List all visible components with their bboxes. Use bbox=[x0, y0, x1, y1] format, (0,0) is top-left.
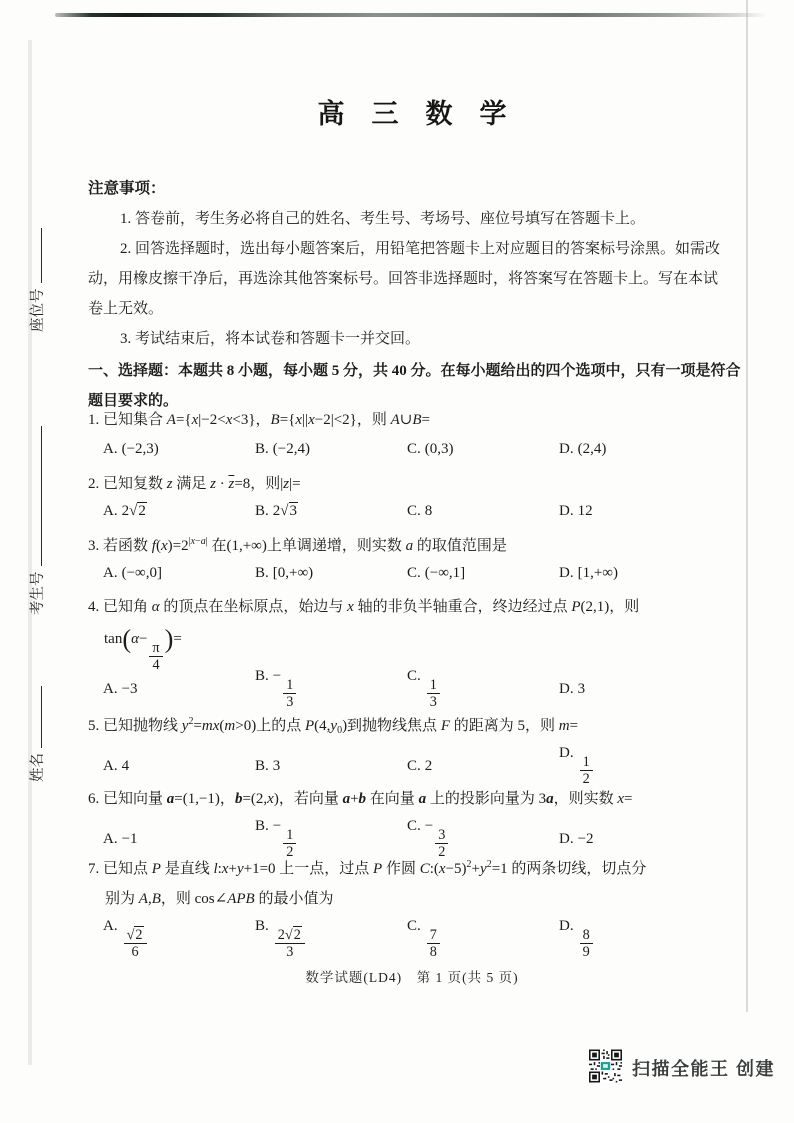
question-7-options bbox=[88, 918, 748, 960]
option-label: C. bbox=[407, 818, 421, 834]
option-label: C. bbox=[407, 668, 421, 684]
option-label: B. bbox=[255, 918, 269, 934]
option-label: A. bbox=[103, 757, 118, 774]
name-underline bbox=[39, 686, 42, 748]
option-value: 3 bbox=[272, 757, 281, 774]
notice-line: 1. 答卷前，考生务必将自己的姓名、考生号、考场号、座位号填写在答题卡上。 bbox=[120, 211, 646, 227]
option-label: B. bbox=[255, 441, 269, 457]
option-label: A. bbox=[103, 680, 118, 697]
option-item bbox=[407, 668, 559, 710]
question-4-formula: tan(α− $\frac{\pi}{4}$ )= bbox=[104, 624, 182, 673]
option-value: 12 bbox=[577, 503, 593, 519]
option-value: 2 bbox=[424, 757, 433, 774]
candidate-number-field bbox=[28, 427, 48, 616]
option-item bbox=[559, 503, 748, 520]
option-label: B. bbox=[255, 757, 269, 774]
seat-number-field bbox=[28, 229, 48, 333]
option-value: 2√3 bbox=[272, 503, 297, 519]
option-item bbox=[103, 831, 255, 848]
option-item bbox=[559, 831, 748, 848]
seat-number-label: 座位号 bbox=[30, 288, 46, 332]
question-1-options bbox=[88, 441, 748, 458]
option-item bbox=[255, 818, 407, 860]
option-item bbox=[255, 668, 407, 710]
option-value: 4 bbox=[121, 757, 130, 774]
option-value: −2 bbox=[577, 830, 594, 847]
option-label: D. bbox=[559, 680, 574, 697]
camscanner-watermark-text: 扫描全能王 创建 bbox=[632, 1059, 776, 1079]
option-value: (−2,3) bbox=[121, 441, 159, 457]
question-6-stem: 6. 已知向量 a=(1,−1)，b=(2,x)，若向量 a+b 在向量 a 上的投影向量为 3a，则实数 x= bbox=[88, 791, 633, 807]
option-value: 2√2 bbox=[121, 503, 146, 519]
option-value: − $\frac{3}{2}$ bbox=[425, 818, 451, 834]
question-3-options bbox=[88, 565, 748, 582]
option-item bbox=[103, 918, 255, 960]
option-label: D. bbox=[559, 830, 574, 847]
option-label: B. bbox=[255, 503, 269, 519]
option-label: B. bbox=[255, 668, 269, 684]
option-value: (−2,4) bbox=[272, 441, 310, 457]
option-label: D. bbox=[559, 745, 574, 761]
option-label: C. bbox=[407, 918, 421, 934]
notice-section bbox=[88, 174, 748, 354]
option-value: $\frac{1}{2}$ bbox=[578, 745, 595, 761]
option-label: C. bbox=[407, 441, 421, 457]
option-item bbox=[407, 441, 559, 458]
option-item bbox=[407, 758, 559, 775]
name-label: 姓名 bbox=[30, 753, 46, 782]
option-item bbox=[103, 503, 255, 520]
option-item bbox=[407, 818, 559, 860]
option-value: [1,+∞) bbox=[577, 565, 618, 581]
section-heading bbox=[88, 356, 748, 416]
page-footer: 数学试题(LD4) 第 1 页(共 5 页) bbox=[305, 970, 519, 985]
candidate-number-underline bbox=[39, 427, 42, 567]
question-7-stem: 7. 已知点 P 是直线 l:x+y+1=0 上一点，过点 P 作圆 $C:(x-5)^2+y^2=1$ 的两条切线，切点分 bbox=[88, 859, 647, 877]
option-label: B. bbox=[255, 818, 269, 834]
option-value: −1 bbox=[121, 830, 138, 847]
option-label: C. bbox=[407, 757, 421, 774]
notice-line: 卷上无效。 bbox=[88, 301, 164, 317]
option-value: $\frac{2√2}{3}$ bbox=[273, 918, 307, 934]
option-label: C. bbox=[407, 565, 421, 581]
option-label: A. bbox=[103, 441, 118, 457]
option-value: − $\frac{1}{2}$ bbox=[273, 818, 299, 834]
option-item bbox=[559, 745, 748, 787]
option-item bbox=[559, 681, 748, 698]
question-7-stem-continued: 别为 A,B，则 cos∠APB 的最小值为 bbox=[105, 891, 334, 907]
question-3-stem: 3. 若函数 $f(x)=2^{|x-a|}$ 在(1,+∞)上单调递增，则实数 a 的取值范围是 bbox=[88, 536, 507, 554]
qr-code-icon bbox=[589, 1049, 622, 1083]
seat-number-underline bbox=[39, 229, 42, 284]
option-item bbox=[255, 758, 407, 775]
question-6-options bbox=[88, 818, 748, 860]
page-title: 高 三 数 学 bbox=[317, 99, 507, 129]
option-label: A. bbox=[103, 565, 118, 581]
option-value: $\frac{8}{9}$ bbox=[578, 918, 595, 934]
option-label: D. bbox=[559, 565, 574, 581]
question-5-options bbox=[88, 745, 748, 787]
option-label: B. bbox=[255, 565, 269, 581]
option-item bbox=[407, 565, 559, 582]
question-5-stem: 5. 已知抛物线 $y^2=mx(m>0)$上的点 $P(4,y_0)$到抛物线焦点 F 的距离为 5，则 m= bbox=[88, 716, 579, 736]
question-2-stem: 2. 已知复数 z 满足 $z \cdot \overline{z}=8$，则|z|= bbox=[88, 476, 301, 492]
candidate-number-label: 考生号 bbox=[30, 571, 46, 615]
option-label: D. bbox=[559, 918, 574, 934]
option-item bbox=[103, 758, 255, 775]
camscanner-watermark bbox=[589, 1049, 775, 1083]
option-value: $\frac{1}{3}$ bbox=[425, 668, 442, 684]
option-value: (0,3) bbox=[424, 441, 454, 457]
question-4-options bbox=[88, 668, 748, 710]
option-label: D. bbox=[559, 441, 574, 457]
option-value: 8 bbox=[424, 503, 433, 519]
option-label: A. bbox=[103, 503, 118, 519]
section-heading-line: 题目要求的。 bbox=[88, 393, 179, 409]
option-item bbox=[255, 503, 407, 520]
option-label: D. bbox=[559, 503, 574, 519]
notice-line: 3. 考试结束后，将本试卷和答题卡一并交回。 bbox=[120, 331, 421, 347]
option-item bbox=[559, 918, 748, 960]
option-item bbox=[407, 918, 559, 960]
option-value: −3 bbox=[121, 680, 138, 697]
notice-line: 动，用橡皮擦干净后，再选涂其他答案标号。回答非选择题时，将答案写在答题卡上。写在本试 bbox=[88, 271, 719, 287]
question-2-options bbox=[88, 503, 748, 520]
option-item bbox=[103, 565, 255, 582]
option-value: $\frac{7}{8}$ bbox=[425, 918, 442, 934]
option-item bbox=[407, 503, 559, 520]
notice-heading: 注意事项： bbox=[88, 180, 166, 197]
option-item bbox=[255, 441, 407, 458]
section-heading-line: 一、选择题：本题共 8 小题，每小题 5 分，共 40 分。在每小题给出的四个选项中，只有一项是符合 bbox=[88, 363, 741, 379]
option-label: A. bbox=[103, 830, 118, 847]
option-item bbox=[559, 441, 748, 458]
option-value: 3 bbox=[577, 680, 586, 697]
option-value: [0,+∞) bbox=[272, 565, 314, 581]
option-value: $\frac{√2}{6}$ bbox=[122, 918, 149, 934]
notice-line: 2. 回答选择题时，选出每小题答案后，用铅笔把答题卡上对应题目的答案标号涂黑。如需改 bbox=[120, 241, 721, 257]
option-value: (−∞,0] bbox=[121, 565, 162, 581]
option-value: (2,4) bbox=[577, 441, 607, 457]
option-label: C. bbox=[407, 503, 421, 519]
question-4-stem: 4. 已知角 α 的顶点在坐标原点，始边与 x 轴的非负半轴重合，终边经过点 P(2,1)，则 bbox=[88, 599, 640, 615]
option-item bbox=[255, 565, 407, 582]
option-item bbox=[103, 681, 255, 698]
option-item bbox=[103, 441, 255, 458]
question-1-stem: 1. 已知集合 A={x|−2<x<3}，B={x||x−2|<2}，则 A∪B= bbox=[88, 412, 431, 428]
option-value: (−∞,1] bbox=[424, 565, 466, 581]
option-item bbox=[559, 565, 748, 582]
option-item bbox=[255, 918, 407, 960]
name-field bbox=[28, 686, 48, 782]
option-value: − $\frac{1}{3}$ bbox=[273, 668, 299, 684]
option-label: A. bbox=[103, 918, 118, 934]
scan-artifact-top-line bbox=[55, 13, 767, 17]
